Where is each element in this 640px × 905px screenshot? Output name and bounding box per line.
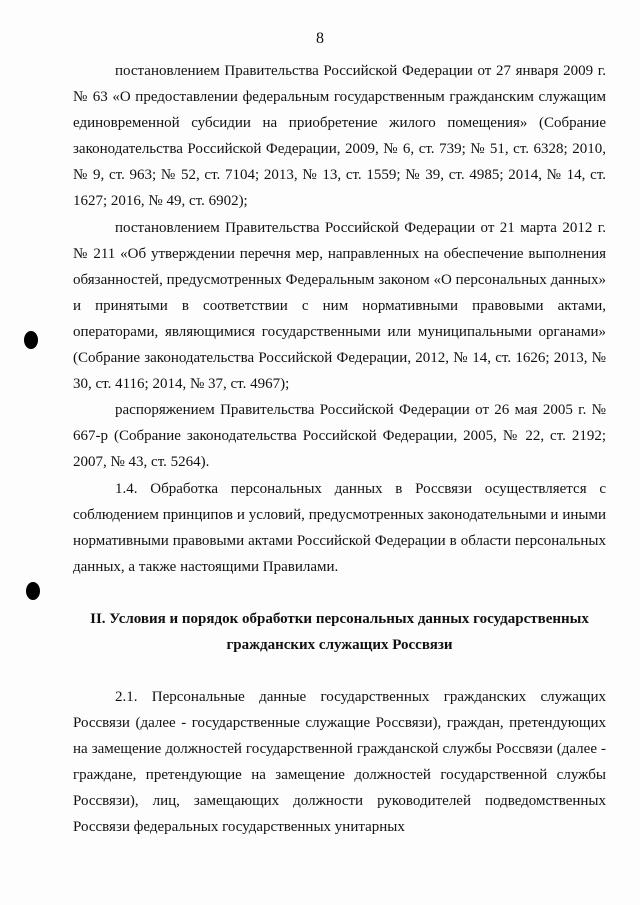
- punch-hole: [24, 331, 38, 349]
- document-body: [73, 58, 606, 840]
- paragraph-resolution-63: постановлением Правительства Российской Федерации от 27 января 2009 г. № 63 «О предоставлении федеральным государственным гражданским служащим единовременной субсидии на приобретение жилого помещения» (Собрание законодательства Российской Федерации, 2009, № 6, ст. 739; № 51, ст. 6328; 2010, № 9, ст. 963; № 52, ст. 7104; 2013, № 13, ст. 1559; № 39, ст. 4985; 2014, № 14, ст. 1627; 2016, № 49, ст. 6902);: [73, 63, 606, 210]
- section-heading: [73, 606, 606, 658]
- punch-hole: [26, 582, 40, 600]
- paragraph-1-4: 1.4. Обработка персональных данных в Россвязи осуществляется с соблюдением принципов и условий, предусмотренных законодательными и иными нормативными правовыми актами Российской Федерации в области персональных данных, а также настоящими Правилами.: [73, 480, 606, 575]
- paragraph-resolution-211: постановлением Правительства Российской Федерации от 21 марта 2012 г. № 211 «Об утверждении перечня мер, направленных на обеспечение выполнения обязанностей, предусмотренных Федеральным законом «О персональных данных» и принятыми в соответствии с ним нормативными правовыми актами, операторами, являющимися государственными или муниципальными органами» (Собрание законодательства Российской Федерации, 2012, № 14, ст. 1626; 2013, № 30, ст. 4116; 2014, № 37, ст. 4967);: [73, 219, 606, 393]
- page-number: 8: [316, 30, 324, 47]
- section-heading-line-1: II. Условия и порядок обработки персональных данных государственных: [90, 610, 589, 627]
- paragraph-2-1: 2.1. Персональные данные государственных гражданских служащих Россвязи (далее - государственные служащие Россвязи), граждан, претендующих на замещение должностей государственной гражданской службы Россвязи (далее - граждане, претендующие на замещение должностей государственной службы Россвязи), лиц, замещающих должности руководителей подведомственных Россвязи федеральных государственных унитарных: [73, 688, 606, 836]
- section-heading-line-2: гражданских служащих Россвязи: [226, 636, 453, 653]
- paragraph-order-667r: распоряжением Правительства Российской Федерации от 26 мая 2005 г. № 667-р (Собрание законодательства Российской Федерации, 2005, № 22, ст. 2192; 2007, № 43, ст. 5264).: [73, 402, 606, 471]
